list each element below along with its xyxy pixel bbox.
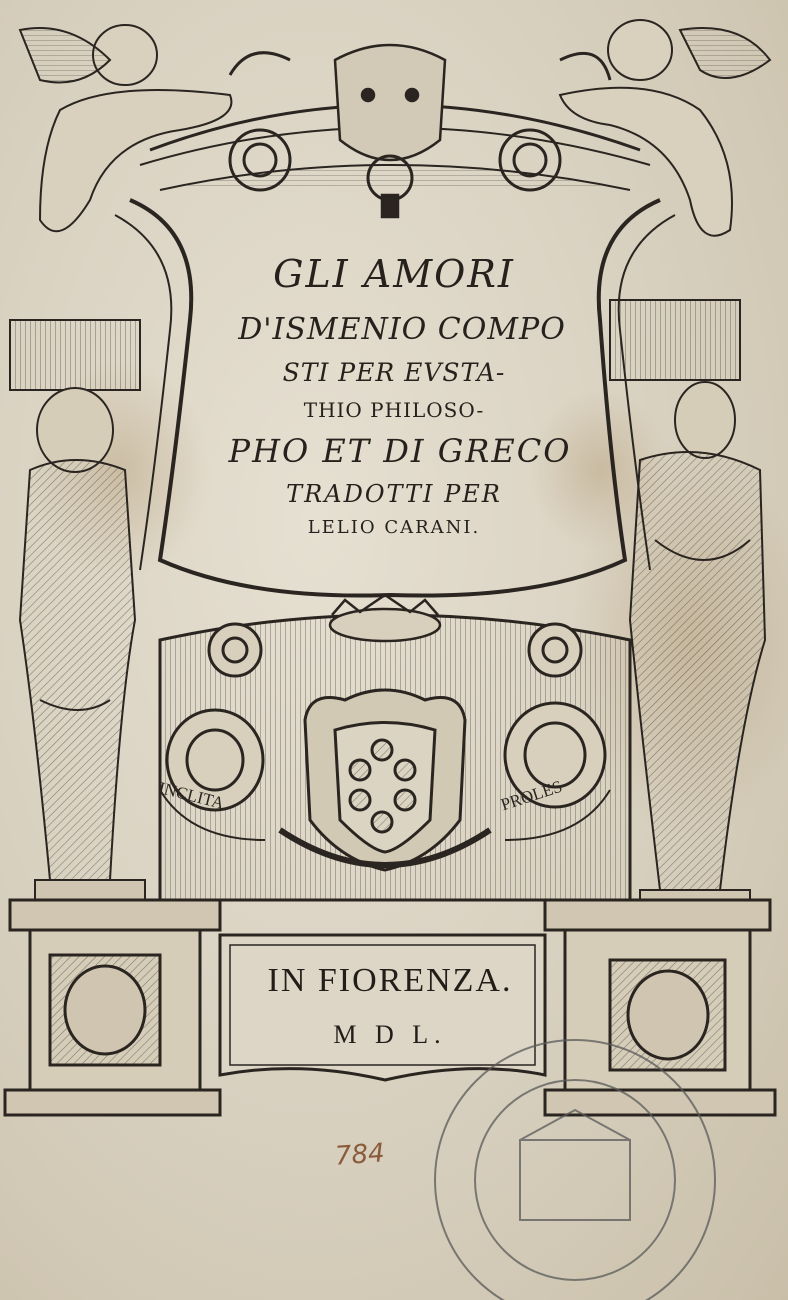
title-line-7: LELIO CARANI.: [307, 517, 481, 538]
title-line-3: STI PER EVSTA-: [282, 358, 506, 387]
motto-left: INCLITA: [156, 778, 227, 813]
imprint-tablet: [220, 935, 545, 1080]
title-line-4: THIO PHILOSO-: [303, 398, 485, 422]
title-line-2: D'ISMENIO COMPO: [238, 312, 566, 347]
motto-right: PROLES: [498, 776, 565, 815]
grotesque-mask: [335, 45, 445, 217]
imprint-year: M D L.: [333, 1020, 447, 1049]
ducal-crown: [330, 595, 440, 641]
handwritten-shelfmark: 784: [334, 1138, 386, 1172]
title-line-1: GLI AMORI: [273, 252, 515, 296]
title-line-6: TRADOTTI PER: [286, 480, 502, 508]
imprint-place: IN FIORENZA.: [267, 962, 513, 999]
title-line-5: PHO ET DI GRECO: [228, 432, 572, 470]
library-stamp: [435, 1040, 715, 1300]
